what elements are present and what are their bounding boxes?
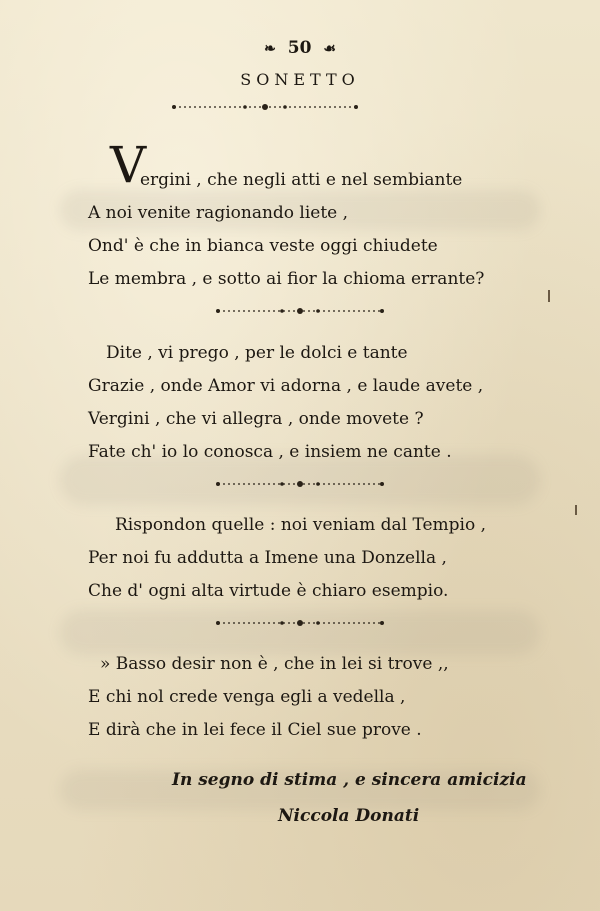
drop-cap: V — [110, 136, 147, 194]
fleuron-right-icon: ☙ — [323, 40, 336, 57]
verse-line: Per noi fu addutta a Imene una Donzella , — [88, 548, 447, 568]
margin-mark — [548, 290, 550, 302]
show-through-shadow — [60, 610, 540, 655]
verse-line: Vergini , che vi allegra , onde movete ? — [88, 409, 424, 429]
dedication-line: In segno di stima , e sincera amicizia — [172, 770, 527, 790]
verse-line: » Basso desir non è , che in lei si trove ,, — [100, 654, 449, 674]
verse-line: Che d' ogni alta virtude è chiaro esempio. — [88, 581, 449, 601]
page-number — [0, 38, 600, 58]
poem-title: SONETTO — [240, 70, 360, 89]
verse-line: Fate ch' io lo conosca , e insiem ne cante . — [88, 442, 452, 462]
author-name: Niccola Donati — [278, 806, 420, 826]
verse-line: Le membra , e sotto ai fior la chioma errante? — [88, 269, 485, 289]
verse-line: Rispondon quelle : noi veniam dal Tempio , — [115, 515, 487, 535]
verse-line: E chi nol crede venga egli a vedella , — [88, 687, 406, 707]
verse-line: Grazie , onde Amor vi adorna , e laude avete , — [88, 376, 484, 396]
verse-line: A noi venite ragionando liete , — [88, 203, 349, 223]
page-number-text: 50 — [287, 38, 312, 58]
verse-line: Dite , vi prego , per le dolci e tante — [106, 343, 408, 363]
ornamental-rule — [214, 307, 386, 315]
ornamental-rule — [214, 480, 386, 488]
fleuron-left-icon: ❧ — [264, 40, 276, 57]
ornamental-rule — [214, 619, 386, 627]
margin-mark — [575, 505, 577, 515]
ornamental-rule — [170, 103, 360, 111]
verse-line: ergini , che negli atti e nel sembiante — [140, 170, 463, 190]
verse-line: Ond' è che in bianca veste oggi chiudete — [88, 236, 438, 256]
verse-line: E dirà che in lei fece il Ciel sue prove . — [88, 720, 422, 740]
